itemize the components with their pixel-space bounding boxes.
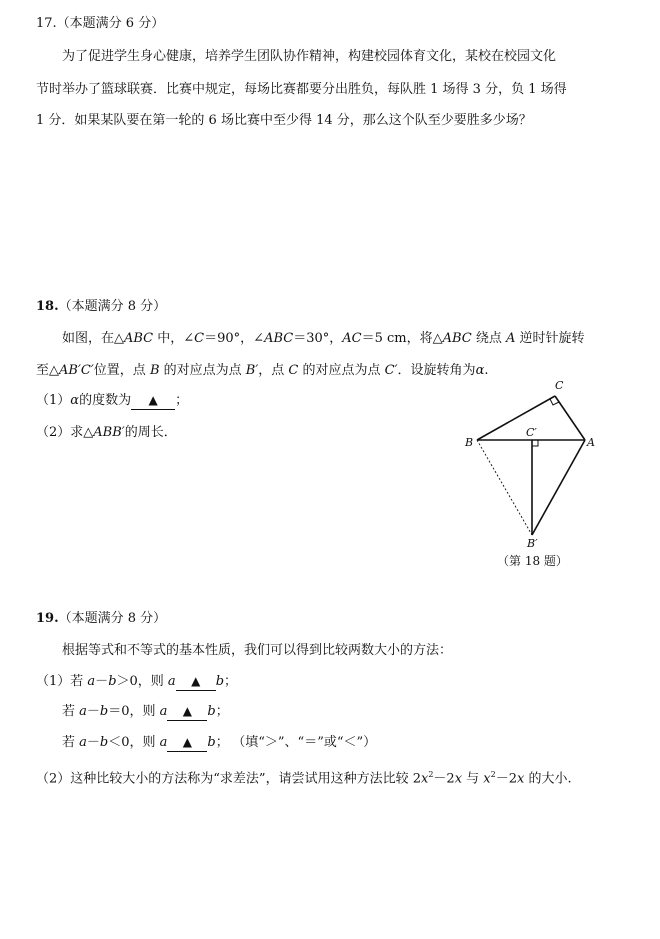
q18-sub-2: （2）求△ABB′的周长． <box>36 425 177 440</box>
label-A: A <box>587 436 595 449</box>
q18-line-2: 至△AB′C′位置，点 B 的对应点为点 B′，点 C 的对应点为点 C′．设旋转角为α. <box>36 363 489 378</box>
q17-line-2: 节时举办了篮球联赛．比赛中规定，每场比赛都要分出胜负，每队胜 1 场得 3 分，负 1 场得 <box>36 82 567 97</box>
answer-blank[interactable]: ▲ <box>167 703 207 721</box>
q19-sub-1c: 若 a－b＜0，则 a ▲ b； （填“＞”、“＝”或“＜”） <box>62 735 377 750</box>
segment-BC <box>477 396 555 440</box>
q17-line-3: 1 分．如果某队要在第一轮的 6 场比赛中至少得 14 分，那么这个队至少要胜多少场？ <box>36 113 532 128</box>
q17-header: 17.（本题满分 6 分） <box>36 16 165 31</box>
label-B: B <box>465 436 474 449</box>
label-Cp: C′ <box>526 426 537 439</box>
q19-header: 19.（本题满分 8 分） <box>36 611 167 626</box>
segment-ABp <box>532 440 585 535</box>
q18-figure <box>455 375 605 550</box>
label-C: C <box>555 379 564 392</box>
q19-sub-1: （1）若 a－b＞0，则 a ▲ b； <box>36 674 238 689</box>
q19-sub-1b: 若 a－b＝0，则 a ▲ b； <box>62 704 229 719</box>
figure-caption: （第 18 题） <box>497 554 568 568</box>
q18-header: 18.（本题满分 8 分） <box>36 299 167 314</box>
q19-sub-2: （2）这种比较大小的方法称为“求差法”，请尝试用这种方法比较 $2x^2-2x$ 与 $x^2-2x$ 的大小. <box>36 770 572 787</box>
segment-CA <box>555 396 585 440</box>
q18-sub-1: （1）α的度数为 ▲ ； <box>36 393 189 408</box>
q18-line-1: 如图，在△ABC 中，∠C＝90°，∠ABC＝30°，AC＝5 cm，将△ABC 绕点 A 逆时针旋转 <box>62 331 585 346</box>
answer-blank[interactable]: ▲ <box>167 734 207 752</box>
right-angle-mark-Cp <box>532 440 538 446</box>
label-Bp: B′ <box>527 537 538 550</box>
q17-line-1: 为了促进学生身心健康，培养学生团队协作精神，构建校园体育文化，某校在校园文化 <box>62 49 557 64</box>
q19-intro: 根据等式和不等式的基本性质，我们可以得到比较两数大小的方法： <box>62 643 453 658</box>
answer-blank[interactable]: ▲ <box>176 673 216 691</box>
answer-blank[interactable]: ▲ <box>131 392 175 410</box>
dashed-segment-BBp <box>477 440 532 535</box>
